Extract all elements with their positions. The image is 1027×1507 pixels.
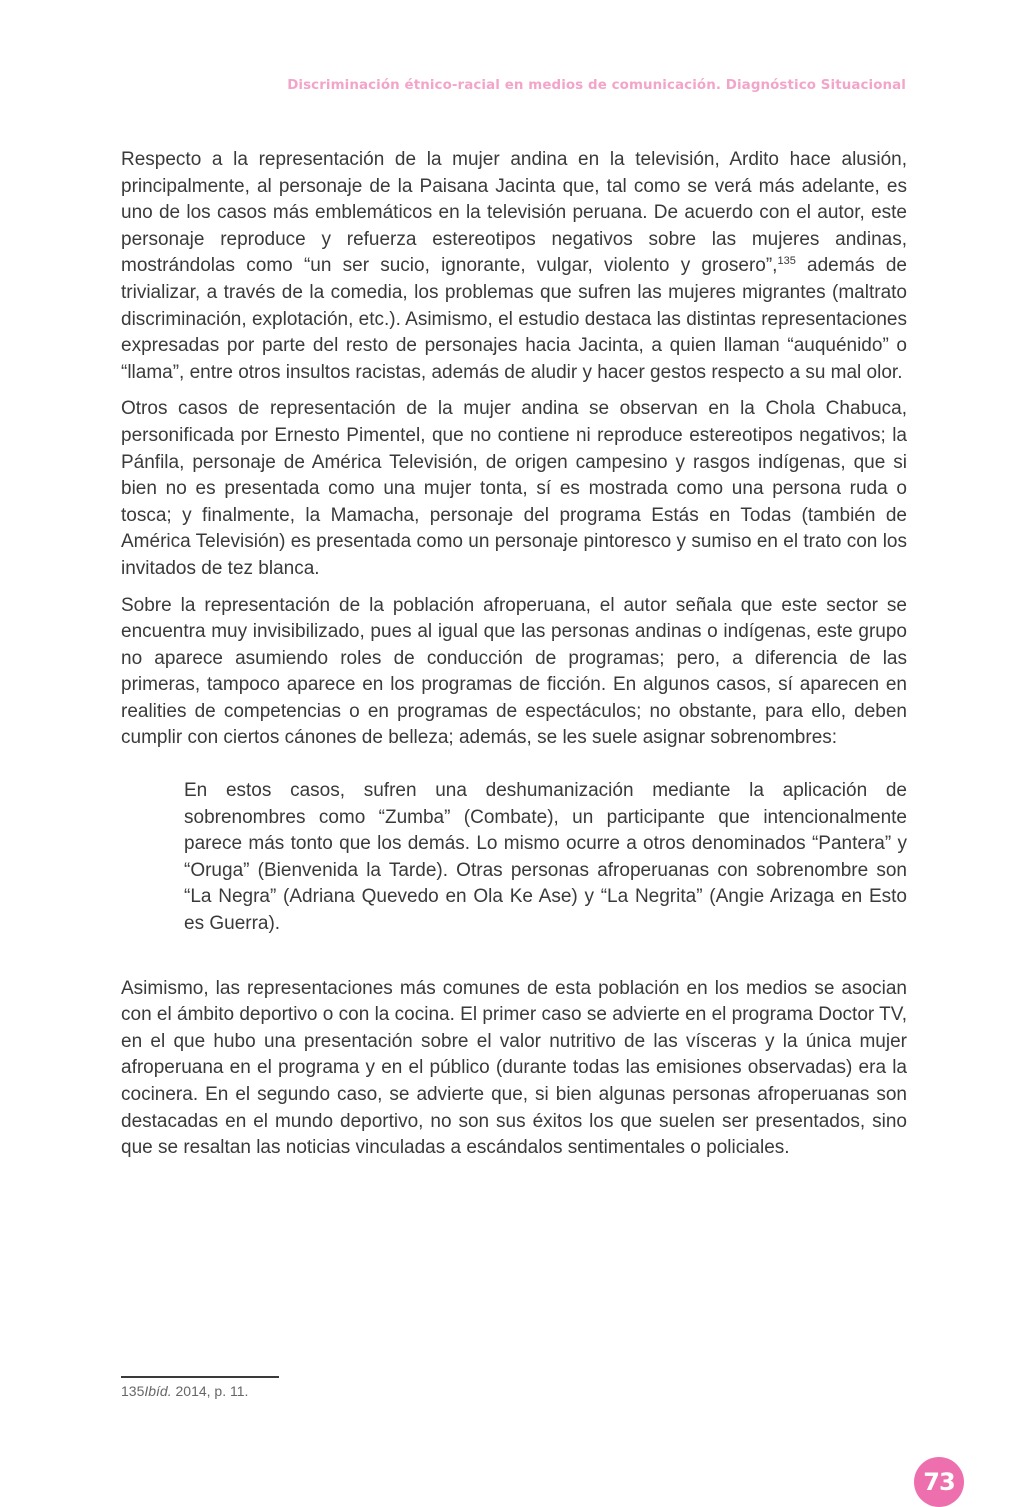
footnote-divider	[121, 1376, 279, 1378]
body-text	[121, 147, 907, 1172]
paragraph-1-text-a: Respecto a la representación de la mujer andina en la televisión, Ardito hace alusión, principalmente, al personaje de la Paisana Jacinta que, tal como se verá más adelante, es uno de los casos más emblemáticos en la televisión peruana. De acuerdo con el autor, este personaje reproduce y refuerza estereotipos negativos sobre las mujeres andinas, mostrándolas como “un ser sucio, ignorante, vulgar, violento y grosero”,	[121, 149, 907, 277]
paragraph-4: Asimismo, las representaciones más comunes de esta población en los medios se asocian con el ámbito deportivo o con la cocina. El primer caso se advierte en el programa Doctor TV, en el que hubo una presentación sobre el valor nutritivo de las vísceras y la única mujer afroperuana en el programa y en el público (durante todas las emisiones observadas) era la cocinera. En el segundo caso, se advierte que, si bien algunas personas afroperuanas son destacadas en el mundo deportivo, no son sus éxitos los que suelen ser presentados, sino que se resaltan las noticias vinculadas a escándalos sentimentales o policiales.	[121, 977, 907, 1159]
paragraph-2: Otros casos de representación de la mujer andina se observan en la Chola Chabuca, personificada por Ernesto Pimentel, que no contiene ni reproduce estereotipos negativos; la Pánfila, personaje de América Televisión, de origen campesino y rasgos indígenas, que si bien no es presentada como una mujer tonta, sí es mostrada como una persona ruda o tosca; y finalmente, la Mamacha, personaje del programa Estás en Todas (también de América Televisión) es presentada como un personaje pintoresco y sumiso en el trato con los invitados de tez blanca.	[121, 398, 907, 579]
running-header: Discriminación étnico-racial en medios de comunicación. Diagnóstico Situacional	[287, 78, 906, 93]
footnote-number: 135	[121, 1383, 145, 1399]
page-number: 73	[923, 1468, 955, 1496]
block-quote: En estos casos, sufren una deshumanización mediante la aplicación de sobrenombres como “Zumba” (Combate), un participante que intencionalmente parece más tonto que los demás. Lo mismo ocurre a otros denominados “Pantera” y “Oruga” (Bienvenida la Tarde). Otras personas afroperuanas con sobrenombre son “La Negra” (Adriana Quevedo en Ola Ke Ase) y “La Negrita” (Angie Arizaga en Esto es Guerra).	[184, 780, 907, 935]
paragraph-1	[121, 147, 907, 386]
paragraph-1-text-b: además de trivializar, a través de la comedia, los problemas que sufren las mujeres migrantes (maltrato discriminación, explotación, etc.). Asimismo, el estudio destaca las distintas representaciones expresadas por parte del resto de personajes hacia Jacinta, a quien llaman “auquénido” o “llama”, entre otros insultos racistas, además de aludir y hacer gestos respecto a su mal olor.	[121, 255, 907, 383]
footnote-detail: 2014, p. 11.	[171, 1383, 249, 1399]
footnote-source: Ibíd.	[144, 1383, 172, 1399]
paragraph-3: Sobre la representación de la población afroperuana, el autor señala que este sector se encuentra muy invisibilizado, pues al igual que las personas andinas o indígenas, este grupo no aparece asumiendo roles de conducción de programas; pero, a diferencia de las primeras, tampoco aparece en los programas de ficción. En algunos casos, sí aparecen en realities de competencias o en programas de espectáculos; no obstante, para ello, deben cumplir con ciertos cánones de belleza; además, se les suele asignar sobrenombres:	[121, 594, 907, 749]
footnote	[121, 1383, 248, 1399]
footnote-reference: 135	[777, 255, 796, 268]
page-number-badge	[914, 1457, 964, 1507]
